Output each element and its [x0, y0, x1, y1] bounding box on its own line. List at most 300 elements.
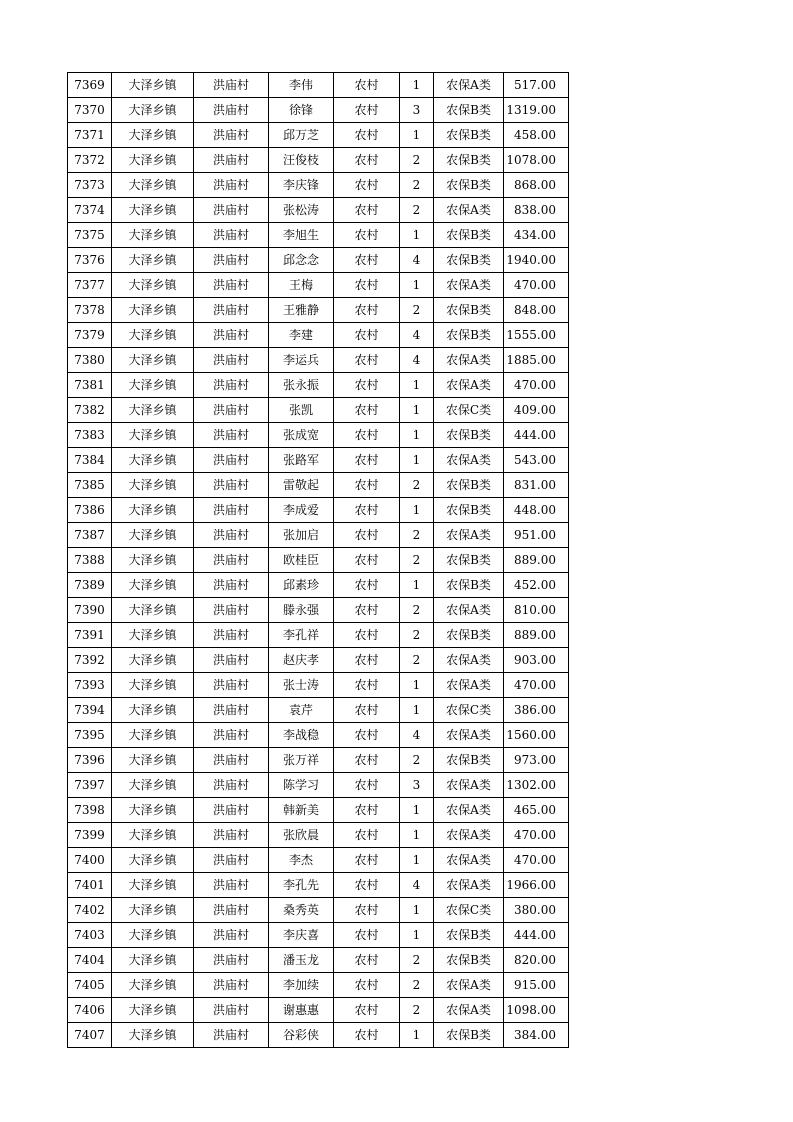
- row-number-cell: 7395: [68, 723, 112, 748]
- area-type-cell: 农村: [334, 848, 400, 873]
- table-row: [68, 498, 569, 523]
- household-count-cell: 1: [400, 73, 434, 98]
- village-cell: 洪庙村: [194, 598, 269, 623]
- village-cell: 洪庙村: [194, 473, 269, 498]
- village-cell: 洪庙村: [194, 673, 269, 698]
- household-count-cell: 1: [400, 848, 434, 873]
- area-type-cell: 农村: [334, 973, 400, 998]
- area-type-cell: 农村: [334, 948, 400, 973]
- village-cell: 洪庙村: [194, 73, 269, 98]
- household-count-cell: 1: [400, 923, 434, 948]
- table-row: [68, 748, 569, 773]
- village-cell: 洪庙村: [194, 323, 269, 348]
- table-row: [68, 173, 569, 198]
- village-cell: 洪庙村: [194, 748, 269, 773]
- village-cell: 洪庙村: [194, 1023, 269, 1048]
- area-type-cell: 农村: [334, 723, 400, 748]
- township-cell: 大泽乡镇: [112, 398, 194, 423]
- amount-cell: 470.00: [504, 823, 569, 848]
- amount-cell: 448.00: [504, 498, 569, 523]
- row-number-cell: 7379: [68, 323, 112, 348]
- row-number-cell: 7381: [68, 373, 112, 398]
- township-cell: 大泽乡镇: [112, 423, 194, 448]
- insurance-category-cell: 农保B类: [434, 1023, 504, 1048]
- insurance-category-cell: 农保B类: [434, 173, 504, 198]
- amount-cell: 973.00: [504, 748, 569, 773]
- household-count-cell: 4: [400, 248, 434, 273]
- village-cell: 洪庙村: [194, 298, 269, 323]
- area-type-cell: 农村: [334, 248, 400, 273]
- area-type-cell: 农村: [334, 1023, 400, 1048]
- person-name-cell: 李庆锋: [269, 173, 334, 198]
- row-number-cell: 7371: [68, 123, 112, 148]
- household-count-cell: 1: [400, 1023, 434, 1048]
- person-name-cell: 潘玉龙: [269, 948, 334, 973]
- table-row: [68, 223, 569, 248]
- household-count-cell: 2: [400, 648, 434, 673]
- insurance-category-cell: 农保A类: [434, 273, 504, 298]
- table-row: [68, 673, 569, 698]
- village-cell: 洪庙村: [194, 398, 269, 423]
- village-cell: 洪庙村: [194, 523, 269, 548]
- person-name-cell: 谢惠惠: [269, 998, 334, 1023]
- insurance-category-cell: 农保B类: [434, 923, 504, 948]
- row-number-cell: 7384: [68, 448, 112, 473]
- village-cell: 洪庙村: [194, 498, 269, 523]
- village-cell: 洪庙村: [194, 448, 269, 473]
- household-count-cell: 1: [400, 498, 434, 523]
- person-name-cell: 张凯: [269, 398, 334, 423]
- row-number-cell: 7405: [68, 973, 112, 998]
- village-cell: 洪庙村: [194, 823, 269, 848]
- person-name-cell: 王梅: [269, 273, 334, 298]
- person-name-cell: 邱念念: [269, 248, 334, 273]
- table-row: [68, 123, 569, 148]
- row-number-cell: 7374: [68, 198, 112, 223]
- township-cell: 大泽乡镇: [112, 498, 194, 523]
- insurance-category-cell: 农保A类: [434, 73, 504, 98]
- table-row: [68, 923, 569, 948]
- area-type-cell: 农村: [334, 298, 400, 323]
- township-cell: 大泽乡镇: [112, 773, 194, 798]
- area-type-cell: 农村: [334, 398, 400, 423]
- table-row: [68, 423, 569, 448]
- row-number-cell: 7400: [68, 848, 112, 873]
- amount-cell: 951.00: [504, 523, 569, 548]
- household-count-cell: 1: [400, 373, 434, 398]
- township-cell: 大泽乡镇: [112, 448, 194, 473]
- village-cell: 洪庙村: [194, 798, 269, 823]
- amount-cell: 915.00: [504, 973, 569, 998]
- insurance-category-cell: 农保B类: [434, 223, 504, 248]
- amount-cell: 470.00: [504, 673, 569, 698]
- table-row: [68, 98, 569, 123]
- township-cell: 大泽乡镇: [112, 523, 194, 548]
- table-row: [68, 598, 569, 623]
- township-cell: 大泽乡镇: [112, 673, 194, 698]
- insurance-category-cell: 农保B类: [434, 123, 504, 148]
- row-number-cell: 7406: [68, 998, 112, 1023]
- table-row: [68, 448, 569, 473]
- household-count-cell: 4: [400, 348, 434, 373]
- row-number-cell: 7370: [68, 98, 112, 123]
- amount-cell: 1302.00: [504, 773, 569, 798]
- household-count-cell: 2: [400, 548, 434, 573]
- township-cell: 大泽乡镇: [112, 873, 194, 898]
- insurance-category-cell: 农保A类: [434, 673, 504, 698]
- person-name-cell: 邱素珍: [269, 573, 334, 598]
- person-name-cell: 滕永强: [269, 598, 334, 623]
- person-name-cell: 徐锋: [269, 98, 334, 123]
- person-name-cell: 张永振: [269, 373, 334, 398]
- area-type-cell: 农村: [334, 73, 400, 98]
- household-count-cell: 2: [400, 598, 434, 623]
- row-number-cell: 7394: [68, 698, 112, 723]
- township-cell: 大泽乡镇: [112, 323, 194, 348]
- table-row: [68, 573, 569, 598]
- household-count-cell: 1: [400, 673, 434, 698]
- village-cell: 洪庙村: [194, 723, 269, 748]
- amount-cell: 1078.00: [504, 148, 569, 173]
- household-count-cell: 4: [400, 873, 434, 898]
- area-type-cell: 农村: [334, 648, 400, 673]
- village-cell: 洪庙村: [194, 248, 269, 273]
- row-number-cell: 7375: [68, 223, 112, 248]
- township-cell: 大泽乡镇: [112, 648, 194, 673]
- person-name-cell: 欧桂臣: [269, 548, 334, 573]
- township-cell: 大泽乡镇: [112, 123, 194, 148]
- person-name-cell: 李运兵: [269, 348, 334, 373]
- person-name-cell: 张加启: [269, 523, 334, 548]
- row-number-cell: 7402: [68, 898, 112, 923]
- township-cell: 大泽乡镇: [112, 898, 194, 923]
- insurance-category-cell: 农保B类: [434, 573, 504, 598]
- row-number-cell: 7382: [68, 398, 112, 423]
- area-type-cell: 农村: [334, 223, 400, 248]
- area-type-cell: 农村: [334, 373, 400, 398]
- area-type-cell: 农村: [334, 473, 400, 498]
- row-number-cell: 7385: [68, 473, 112, 498]
- table-row: [68, 198, 569, 223]
- township-cell: 大泽乡镇: [112, 598, 194, 623]
- row-number-cell: 7380: [68, 348, 112, 373]
- row-number-cell: 7373: [68, 173, 112, 198]
- row-number-cell: 7398: [68, 798, 112, 823]
- amount-cell: 1319.00: [504, 98, 569, 123]
- amount-cell: 1966.00: [504, 873, 569, 898]
- insurance-category-cell: 农保B类: [434, 323, 504, 348]
- person-name-cell: 李成爱: [269, 498, 334, 523]
- table-row: [68, 323, 569, 348]
- amount-cell: 1560.00: [504, 723, 569, 748]
- insurance-category-cell: 农保B类: [434, 248, 504, 273]
- insurance-category-cell: 农保A类: [434, 848, 504, 873]
- person-name-cell: 李孔先: [269, 873, 334, 898]
- household-count-cell: 2: [400, 748, 434, 773]
- table-row: [68, 523, 569, 548]
- insurance-category-cell: 农保B类: [434, 748, 504, 773]
- row-number-cell: 7392: [68, 648, 112, 673]
- person-name-cell: 李战稳: [269, 723, 334, 748]
- household-count-cell: 1: [400, 398, 434, 423]
- amount-cell: 434.00: [504, 223, 569, 248]
- person-name-cell: 张成宽: [269, 423, 334, 448]
- area-type-cell: 农村: [334, 773, 400, 798]
- village-cell: 洪庙村: [194, 423, 269, 448]
- village-cell: 洪庙村: [194, 648, 269, 673]
- insurance-category-cell: 农保A类: [434, 973, 504, 998]
- row-number-cell: 7372: [68, 148, 112, 173]
- amount-cell: 868.00: [504, 173, 569, 198]
- township-cell: 大泽乡镇: [112, 948, 194, 973]
- row-number-cell: 7386: [68, 498, 112, 523]
- area-type-cell: 农村: [334, 348, 400, 373]
- insurance-category-cell: 农保B类: [434, 948, 504, 973]
- area-type-cell: 农村: [334, 523, 400, 548]
- household-count-cell: 2: [400, 148, 434, 173]
- area-type-cell: 农村: [334, 548, 400, 573]
- village-cell: 洪庙村: [194, 923, 269, 948]
- household-count-cell: 2: [400, 523, 434, 548]
- household-count-cell: 2: [400, 998, 434, 1023]
- person-name-cell: 谷彩侠: [269, 1023, 334, 1048]
- amount-cell: 470.00: [504, 373, 569, 398]
- township-cell: 大泽乡镇: [112, 923, 194, 948]
- household-count-cell: 1: [400, 448, 434, 473]
- area-type-cell: 农村: [334, 198, 400, 223]
- household-count-cell: 3: [400, 98, 434, 123]
- area-type-cell: 农村: [334, 898, 400, 923]
- person-name-cell: 张路军: [269, 448, 334, 473]
- insurance-category-cell: 农保C类: [434, 898, 504, 923]
- township-cell: 大泽乡镇: [112, 473, 194, 498]
- person-name-cell: 韩新美: [269, 798, 334, 823]
- village-cell: 洪庙村: [194, 373, 269, 398]
- amount-cell: 444.00: [504, 423, 569, 448]
- insurance-category-cell: 农保A类: [434, 373, 504, 398]
- township-cell: 大泽乡镇: [112, 823, 194, 848]
- insurance-category-cell: 农保A类: [434, 873, 504, 898]
- insurance-category-cell: 农保B类: [434, 623, 504, 648]
- area-type-cell: 农村: [334, 123, 400, 148]
- row-number-cell: 7383: [68, 423, 112, 448]
- insurance-category-cell: 农保A类: [434, 773, 504, 798]
- village-cell: 洪庙村: [194, 998, 269, 1023]
- area-type-cell: 农村: [334, 498, 400, 523]
- table-row: [68, 798, 569, 823]
- village-cell: 洪庙村: [194, 348, 269, 373]
- insurance-category-cell: 农保B类: [434, 548, 504, 573]
- table-row: [68, 948, 569, 973]
- area-type-cell: 农村: [334, 748, 400, 773]
- table-row: [68, 248, 569, 273]
- village-cell: 洪庙村: [194, 548, 269, 573]
- table-row: [68, 273, 569, 298]
- person-name-cell: 李加续: [269, 973, 334, 998]
- amount-cell: 831.00: [504, 473, 569, 498]
- person-name-cell: 李伟: [269, 73, 334, 98]
- row-number-cell: 7407: [68, 1023, 112, 1048]
- area-type-cell: 农村: [334, 148, 400, 173]
- person-name-cell: 张松涛: [269, 198, 334, 223]
- amount-cell: 838.00: [504, 198, 569, 223]
- insurance-category-cell: 农保A类: [434, 348, 504, 373]
- person-name-cell: 李杰: [269, 848, 334, 873]
- insurance-category-cell: 农保C类: [434, 398, 504, 423]
- amount-cell: 820.00: [504, 948, 569, 973]
- household-count-cell: 1: [400, 123, 434, 148]
- township-cell: 大泽乡镇: [112, 998, 194, 1023]
- area-type-cell: 农村: [334, 323, 400, 348]
- person-name-cell: 雷敬起: [269, 473, 334, 498]
- village-cell: 洪庙村: [194, 623, 269, 648]
- township-cell: 大泽乡镇: [112, 273, 194, 298]
- table-row: [68, 373, 569, 398]
- table-row: [68, 998, 569, 1023]
- household-count-cell: 2: [400, 198, 434, 223]
- amount-cell: 470.00: [504, 848, 569, 873]
- row-number-cell: 7377: [68, 273, 112, 298]
- area-type-cell: 农村: [334, 173, 400, 198]
- row-number-cell: 7393: [68, 673, 112, 698]
- table-row: [68, 398, 569, 423]
- insurance-category-cell: 农保B类: [434, 298, 504, 323]
- township-cell: 大泽乡镇: [112, 848, 194, 873]
- insurance-category-cell: 农保A类: [434, 523, 504, 548]
- row-number-cell: 7389: [68, 573, 112, 598]
- row-number-cell: 7376: [68, 248, 112, 273]
- amount-cell: 543.00: [504, 448, 569, 473]
- area-type-cell: 农村: [334, 673, 400, 698]
- row-number-cell: 7403: [68, 923, 112, 948]
- amount-cell: 517.00: [504, 73, 569, 98]
- row-number-cell: 7387: [68, 523, 112, 548]
- person-name-cell: 张万祥: [269, 748, 334, 773]
- table-row: [68, 1023, 569, 1048]
- village-cell: 洪庙村: [194, 698, 269, 723]
- village-cell: 洪庙村: [194, 573, 269, 598]
- household-count-cell: 2: [400, 173, 434, 198]
- household-count-cell: 2: [400, 298, 434, 323]
- amount-cell: 380.00: [504, 898, 569, 923]
- township-cell: 大泽乡镇: [112, 698, 194, 723]
- village-cell: 洪庙村: [194, 173, 269, 198]
- area-type-cell: 农村: [334, 598, 400, 623]
- household-count-cell: 4: [400, 723, 434, 748]
- amount-cell: 409.00: [504, 398, 569, 423]
- row-number-cell: 7369: [68, 73, 112, 98]
- village-cell: 洪庙村: [194, 123, 269, 148]
- insurance-category-cell: 农保B类: [434, 148, 504, 173]
- village-cell: 洪庙村: [194, 198, 269, 223]
- amount-cell: 1940.00: [504, 248, 569, 273]
- amount-cell: 889.00: [504, 548, 569, 573]
- township-cell: 大泽乡镇: [112, 723, 194, 748]
- amount-cell: 1555.00: [504, 323, 569, 348]
- township-cell: 大泽乡镇: [112, 198, 194, 223]
- amount-cell: 889.00: [504, 623, 569, 648]
- table-row: [68, 623, 569, 648]
- row-number-cell: 7401: [68, 873, 112, 898]
- household-count-cell: 1: [400, 273, 434, 298]
- row-number-cell: 7396: [68, 748, 112, 773]
- amount-cell: 1098.00: [504, 998, 569, 1023]
- insurance-category-cell: 农保A类: [434, 598, 504, 623]
- village-cell: 洪庙村: [194, 148, 269, 173]
- insurance-category-cell: 农保A类: [434, 998, 504, 1023]
- row-number-cell: 7404: [68, 948, 112, 973]
- person-name-cell: 张士涛: [269, 673, 334, 698]
- township-cell: 大泽乡镇: [112, 223, 194, 248]
- area-type-cell: 农村: [334, 98, 400, 123]
- village-cell: 洪庙村: [194, 848, 269, 873]
- amount-cell: 444.00: [504, 923, 569, 948]
- township-cell: 大泽乡镇: [112, 973, 194, 998]
- person-name-cell: 王雅静: [269, 298, 334, 323]
- area-type-cell: 农村: [334, 273, 400, 298]
- area-type-cell: 农村: [334, 823, 400, 848]
- township-cell: 大泽乡镇: [112, 573, 194, 598]
- township-cell: 大泽乡镇: [112, 1023, 194, 1048]
- amount-cell: 458.00: [504, 123, 569, 148]
- village-cell: 洪庙村: [194, 898, 269, 923]
- township-cell: 大泽乡镇: [112, 798, 194, 823]
- area-type-cell: 农村: [334, 448, 400, 473]
- insurance-category-cell: 农保A类: [434, 823, 504, 848]
- household-count-cell: 1: [400, 898, 434, 923]
- household-count-cell: 2: [400, 948, 434, 973]
- amount-cell: 452.00: [504, 573, 569, 598]
- amount-cell: 1885.00: [504, 348, 569, 373]
- row-number-cell: 7399: [68, 823, 112, 848]
- area-type-cell: 农村: [334, 873, 400, 898]
- table-row: [68, 348, 569, 373]
- area-type-cell: 农村: [334, 998, 400, 1023]
- person-name-cell: 邱万芝: [269, 123, 334, 148]
- township-cell: 大泽乡镇: [112, 623, 194, 648]
- person-name-cell: 桑秀英: [269, 898, 334, 923]
- area-type-cell: 农村: [334, 798, 400, 823]
- insurance-category-cell: 农保A类: [434, 798, 504, 823]
- area-type-cell: 农村: [334, 423, 400, 448]
- records-table: [67, 72, 569, 1048]
- person-name-cell: 李孔祥: [269, 623, 334, 648]
- township-cell: 大泽乡镇: [112, 373, 194, 398]
- insurance-category-cell: 农保B类: [434, 98, 504, 123]
- person-name-cell: 陈学习: [269, 773, 334, 798]
- township-cell: 大泽乡镇: [112, 148, 194, 173]
- village-cell: 洪庙村: [194, 773, 269, 798]
- table-row: [68, 873, 569, 898]
- person-name-cell: 汪俊枝: [269, 148, 334, 173]
- table-row: [68, 848, 569, 873]
- amount-cell: 470.00: [504, 273, 569, 298]
- household-count-cell: 1: [400, 223, 434, 248]
- village-cell: 洪庙村: [194, 98, 269, 123]
- insurance-category-cell: 农保C类: [434, 698, 504, 723]
- table-row: [68, 298, 569, 323]
- amount-cell: 465.00: [504, 798, 569, 823]
- amount-cell: 386.00: [504, 698, 569, 723]
- insurance-category-cell: 农保A类: [434, 723, 504, 748]
- table-row: [68, 773, 569, 798]
- person-name-cell: 张欣晨: [269, 823, 334, 848]
- table-row: [68, 698, 569, 723]
- table-row: [68, 73, 569, 98]
- amount-cell: 903.00: [504, 648, 569, 673]
- amount-cell: 848.00: [504, 298, 569, 323]
- insurance-category-cell: 农保B类: [434, 473, 504, 498]
